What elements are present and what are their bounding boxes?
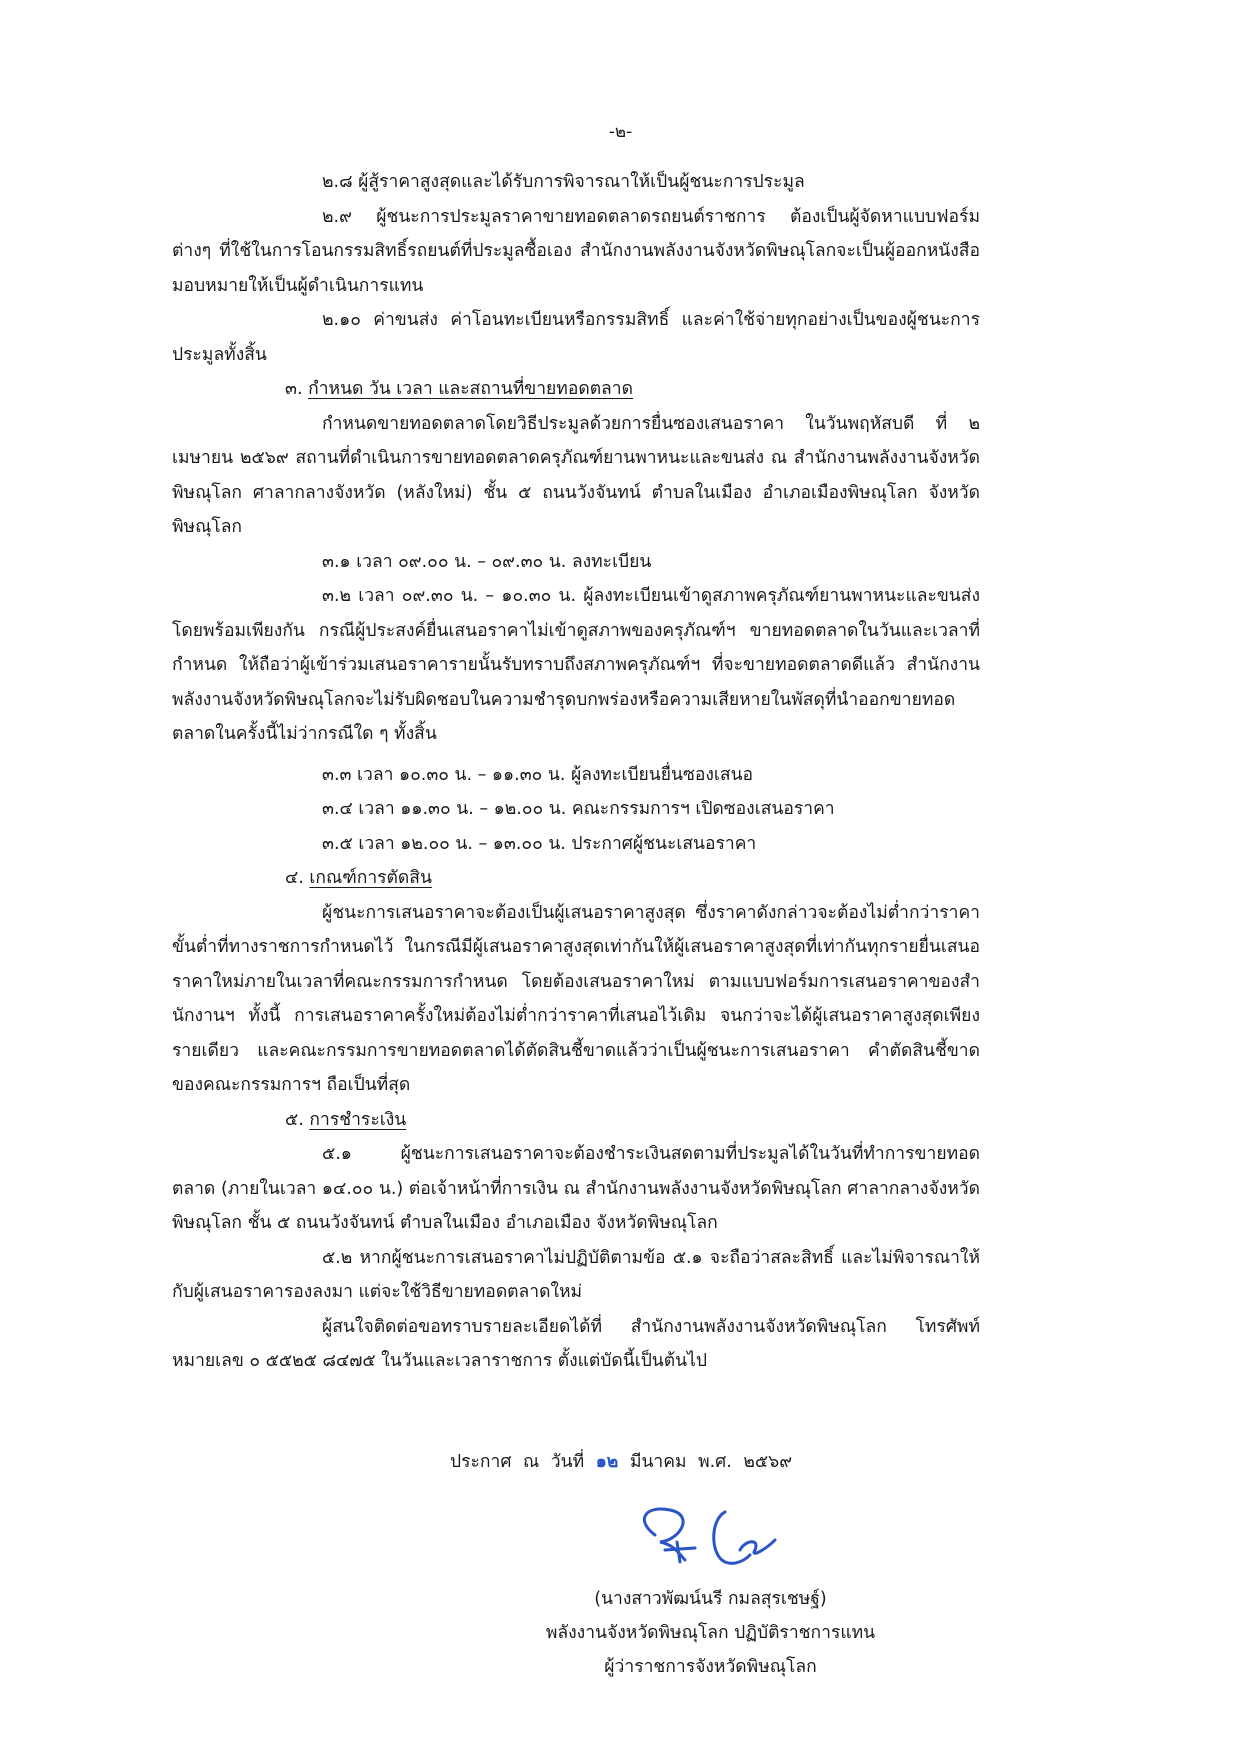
clause-5-1: ๕.๑ ผู้ชนะการเสนอราคาจะต้องชำระเงินสดตามที่ประมูลได้ในวันที่ทำการขายทอดตลาด (ภายในเวลา ๑๔.๐๐ น.) ต่อเจ้าหน้าที่การเงิน ณ สำนักงานพลังงานจังหวัดพิษณุโลก ศาลากลางจังหวัดพิษณุโลก ชั้น ๕ ถนนวังจันทน์ ตำบลในเมือง อำเภอเมือง จังหวัดพิษณุโลก: [172, 1144, 980, 1233]
clause-2-8: ๒.๘ ผู้สู้ราคาสูงสุดและได้รับการพิจารณาให้เป็นผู้ชนะการประมูล: [322, 172, 805, 192]
clause-5-2: ๕.๒ หากผู้ชนะการเสนอราคาไม่ปฏิบัติตามข้อ ๕.๑ จะถือว่าสละสิทธิ์ และไม่พิจารณาให้กับผู้เสนอราคารองลงมา แต่จะใช้วิธีขายทอดตลาดใหม่: [172, 1247, 980, 1302]
section-3-number: ๓.: [285, 379, 303, 399]
clause-3-4: ๓.๔ เวลา ๑๑.๓๐ น. – ๑๒.๐๐ น. คณะกรรมการฯ เปิดซองเสนอราคา: [322, 799, 835, 819]
signature-icon: [625, 1500, 785, 1570]
document-body: [172, 165, 980, 1379]
clause-3-3: ๓.๓ เวลา ๑๐.๓๐ น. – ๑๑.๓๐ น. ผู้ลงทะเบียนยื่นซองเสนอ: [322, 764, 754, 785]
announcement-prefix: ประกาศ ณ วันที่: [450, 1452, 585, 1472]
clause-2-9: ๒.๙ ผู้ชนะการประมูลราคาขายทอดตลาดรถยนต์ราชการ ต้องเป็นผู้จัดหาแบบฟอร์มต่างๆ ที่ใช้ในการโอนกรรมสิทธิ์รถยนต์ที่ประมูลซื้อเอง สำนักงานพลังงานจังหวัดพิษณุโลกจะเป็นผู้ออกหนังสือมอบหมายให้เป็นผู้ดำเนินการแทน: [172, 206, 980, 296]
signer-position-1: พลังงานจังหวัดพิษณุโลก ปฏิบัติราชการแทน: [545, 1623, 876, 1643]
clause-3-2: ๓.๒ เวลา ๐๙.๓๐ น. – ๑๐.๓๐ น. ผู้ลงทะเบียนเข้าดูสภาพครุภัณฑ์ยานพาหนะและขนส่งโดยพร้อมเพียงกัน กรณีผู้ประสงค์ยื่นเสนอราคาไม่เข้าดูสภาพของครุภัณฑ์ฯ ขายทอดตลาดในวันและเวลาที่กำหนด ให้ถือว่าผู้เข้าร่วมเสนอราคารายนั้นรับทราบถึงสภาพครุภัณฑ์ฯ ที่จะขายทอดตลาดดีแล้ว สำนักงานพลังงานจังหวัดพิษณุโลกจะไม่รับผิดชอบในความชำรุดบกพร่องหรือความเสียหายในพัสดุที่นำออกขายทอดตลาดในครั้งนี้ไม่ว่ากรณีใด ๆ ทั้งสิ้น: [172, 586, 980, 744]
clause-3-1: ๓.๑ เวลา ๐๙.๐๐ น. – ๐๙.๓๐ น. ลงทะเบียน: [322, 551, 652, 572]
signer-name: (นางสาวพัฒน์นรี กมลสุรเชษฐ์): [594, 1589, 827, 1609]
section-4-number: ๔.: [285, 868, 304, 888]
clause-3-5: ๓.๕ เวลา ๑๒.๐๐ น. – ๑๓.๐๐ น. ประกาศผู้ชนะเสนอราคา: [322, 833, 757, 854]
page-number: -๒-: [608, 122, 633, 142]
clause-2-10: ๒.๑๐ ค่าขนส่ง ค่าโอนทะเบียนหรือกรรมสิทธิ์ และค่าใช้จ่ายทุกอย่างเป็นของผู้ชนะการประมูลทั้งสิ้น: [172, 310, 980, 365]
section-3-title: กำหนด วัน เวลา และสถานที่ขายทอดตลาด: [308, 379, 633, 399]
section-5-heading: [172, 1103, 980, 1138]
announcement-date: [450, 1447, 792, 1475]
signer-position-2: ผู้ว่าราชการจังหวัดพิษณุโลก: [604, 1657, 817, 1677]
announcement-day: ๑๒: [595, 1452, 619, 1472]
section-3-heading: [172, 372, 980, 407]
section-5-title: การชำระเงิน: [309, 1109, 407, 1130]
section-4-heading: [172, 861, 980, 896]
signer-block: [0, 1582, 1241, 1684]
section-5-number: ๕.: [285, 1109, 304, 1130]
section-3-body: กำหนดขายทอดตลาดโดยวิธีประมูลด้วยการยื่นซองเสนอราคา ในวันพฤหัสบดี ที่ ๒ เมษายน ๒๕๖๙ สถานที่ดำเนินการขายทอดตลาดครุภัณฑ์ยานพาหนะและขนส่ง ณ สำนักงานพลังงานจังหวัดพิษณุโลก ศาลากลางจังหวัด (หลังใหม่) ชั้น ๕ ถนนวังจันทน์ ตำบลในเมือง อำเภอเมืองพิษณุโลก จังหวัดพิษณุโลก: [172, 413, 980, 537]
contact-info: ผู้สนใจติดต่อขอทราบรายละเอียดได้ที่ สำนักงานพลังงานจังหวัดพิษณุโลก โทรศัพท์หมายเลข ๐ ๕๕๒๕ ๘๔๗๕ ในวันและเวลาราชการ ตั้งแต่บัดนี้เป็นต้นไป: [172, 1316, 980, 1371]
announcement-month-year: มีนาคม พ.ศ. ๒๕๖๙: [629, 1452, 793, 1472]
section-4-title: เกณฑ์การตัดสิน: [309, 868, 432, 888]
section-4-body: ผู้ชนะการเสนอราคาจะต้องเป็นผู้เสนอราคาสูงสุด ซึ่งราคาดังกล่าวจะต้องไม่ต่ำกว่าราคาขั้นต่ำที่ทางราชการกำหนดไว้ ในกรณีมีผู้เสนอราคาสูงสุดเท่ากันให้ผู้เสนอราคาสูงสุดที่เท่ากันทุกรายยื่นเสนอราคาใหม่ภายในเวลาที่คณะกรรมการกำหนด โดยต้องเสนอราคาใหม่ ตามแบบฟอร์มการเสนอราคาของสำนักงานฯ ทั้งนี้ การเสนอราคาครั้งใหม่ต้องไม่ต่ำกว่าราคาที่เสนอไว้เดิม จนกว่าจะได้ผู้เสนอราคาสูงสุดเพียงรายเดียว และคณะกรรมการขายทอดตลาดได้ตัดสินชี้ขาดแล้วว่าเป็นผู้ชนะการเสนอราคา คำตัดสินชี้ขาดของคณะกรรมการฯ ถือเป็นที่สุด: [172, 902, 980, 1095]
